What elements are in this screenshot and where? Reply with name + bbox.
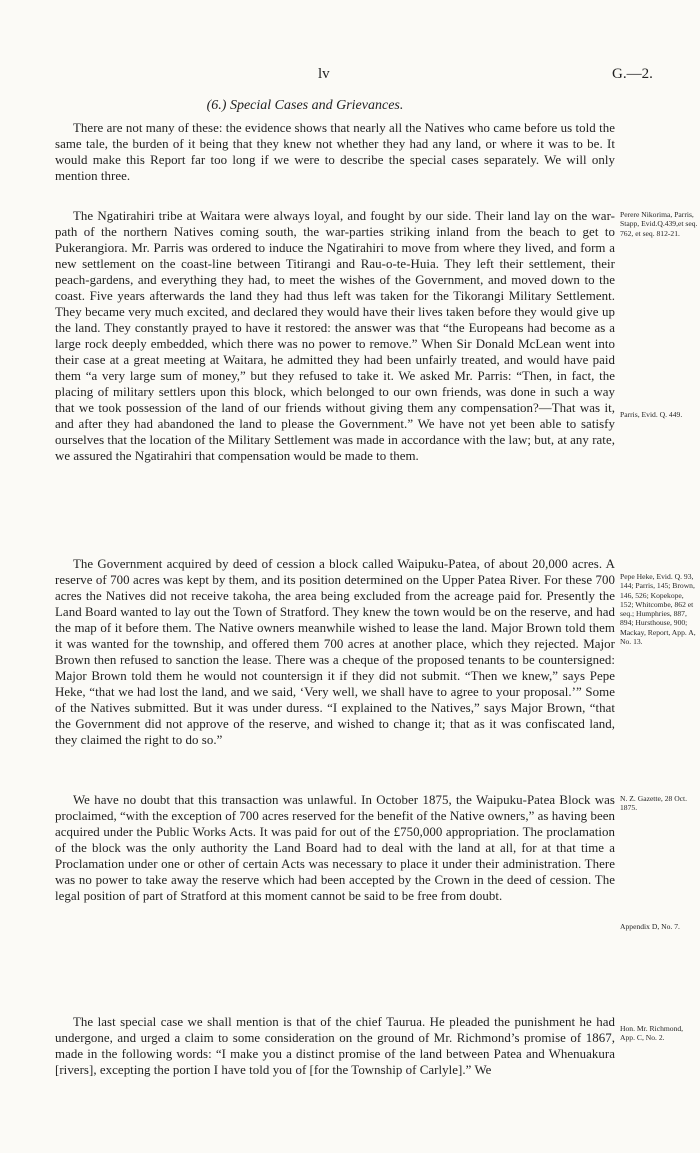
paragraph-text: The Government acquired by deed of cession a block called Waipuku-Patea, of about 20,000 acres. A reserve of 700 acres was kept by them, and its position determined on the Upper Patea River. For these 700 acres the Natives did not receive takoha, the area being excluded from the acreage paid for. Presently the Land Board wanted to lay out the Town of Stratford. They knew the town would be on the reserve, and had the map of it before them. The Native owners meanwhile wished to lease the land. Major Brown told them it was wanted for the township, and offered them 700 acres at another place, which they rejected. Major Brown then refused to sanction the lease. There was a cheque of the proposed tenants to be countersigned: Major Brown told them he would not countersign it if they did not submit. “Then we knew,” says Pepe Heke, “that we had lost the land, and we said, ‘Very well, we shall have to agree to your proposal.’” Some of the Natives submitted. But it was under duress. “I explained to the Natives,” says Major Brown, “that the Government did not approve of the reserve, and wished to change it; that as it was confiscated land, they claimed the right to do so.” (55, 557, 615, 747)
paragraph-waipuku-patea (55, 556, 615, 748)
paragraph-text: We have no doubt that this transaction was unlawful. In October 1875, the Waipuku-Patea Block was proclaimed, “with the exception of 700 acres reserved for the benefit of the Native owners,” as having been acquired under the Public Works Acts. It was paid for out of the £750,000 appropriation. The proclamation of the block was the only authority the Land Board had to deal with the land at all, for at that time a Proclamation under one or other of certain Acts was necessary to place it under their administration. There was no power to take away the reserve which had been accepted by the Crown in the deed of cession. The legal position of part of Stratford at this moment cannot be said to be free from doubt. (55, 793, 615, 903)
document-code: G.—2. (612, 66, 653, 82)
paragraph-taurua (55, 1014, 615, 1078)
paragraph-ngatirahiri (55, 208, 615, 464)
paragraph-text: The Ngatirahiri tribe at Waitara were always loyal, and fought by our side. Their land lay on the war-path of the northern Natives coming south, the war-parties striking inland from the beach to get to Pukerangiora. Mr. Parris was ordered to induce the Ngatirahiri to move from where they lived, and form a new settlement on the coast-line between Titirangi and Rau-o-te-Huia. They left their settlement, their peach-gardens, and everything they had, to meet the wishes of the Government, and moved down to the coast. Five years afterwards the land they had thus left was taken for the Tikorangi Military Settlement. They became very much excited, and declared they would have their lives taken before they would give up the land. They constantly prayed to have it restored: the answer was that “the Europeans had become as a large rock deeply embedded, which there was no power to remove.” When Sir Donald McLean went into their case at a great meeting at Waitara, he admitted they had been unfairly treated, and would have paid them “a very large sum of money,” but they refused to take it. We asked Mr. Parris: “Then, in fact, the placing of military settlers upon this block, which belonged to our own friends, was done in such a way that we took possession of the land of our friends without giving them any compensation?—That was it, and after they had abandoned the land to please the Government.” We have not yet been able to satisfy ourselves that the location of the Military Settlement was made in accordance with the law; but, at any rate, we assured the Ngatirahiri that compensation would be made to them. (55, 209, 615, 463)
margin-note: N. Z. Gazette, 28 Oct. 1875. (620, 794, 688, 813)
paragraph-intro (55, 120, 615, 184)
margin-note: Appendix D, No. 7. (620, 922, 680, 931)
margin-note: Perere Nikorima, Parris, Stapp, Evid.Q.439,et seq. 762, et seq. 812-21. (620, 210, 698, 238)
paragraph-unlawful-transaction (55, 792, 615, 904)
paragraph-text: The last special case we shall mention is that of the chief Taurua. He pleaded the punishment he had undergone, and urged a claim to some consideration on the ground of Mr. Richmond’s promise of 1867, made in the following words: “I make you a distinct promise of the land between Patea and Whenuakura [rivers], excepting the portion I have told you of [for the Township of Carlyle].” We (55, 1015, 615, 1077)
paragraph-text: There are not many of these: the evidence shows that nearly all the Natives who came before us told the same tale, the burden of it being that they knew not whether they had any land, or where it was to be. It would make this Report far too long if we were to describe the special cases separately. We will only mention three. (55, 121, 615, 183)
margin-note: Hon. Mr. Richmond, App. C, No. 2. (620, 1024, 684, 1043)
section-title: (6.) Special Cases and Grievances. (206, 98, 404, 113)
margin-note: Parris, Evid. Q. 449. (620, 410, 683, 419)
margin-note: Pepe Heke, Evid. Q. 93, 144; Parris, 145; Brown, 146, 526; Kopekope, 152; Whitcombe, 862 et seq.; Humphries, 887, 894; Hursthouse, 900; Mackay, Report, App. A, No. 13. (620, 572, 696, 647)
page-number: lv (318, 66, 330, 82)
